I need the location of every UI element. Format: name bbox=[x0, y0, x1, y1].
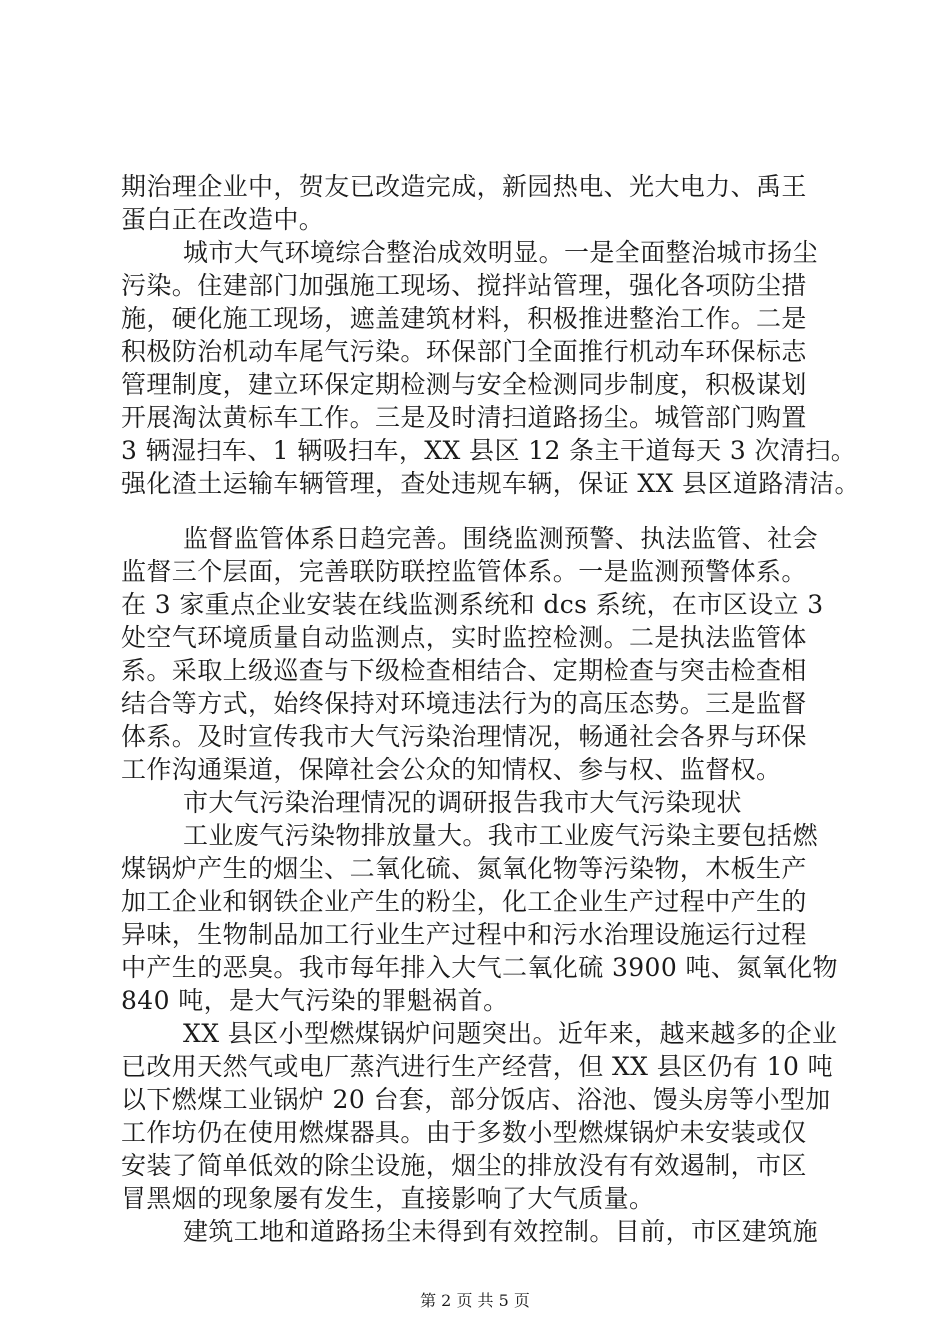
text-line: 积极防治机动车尾气污染。环保部门全面推行机动车环保标志 bbox=[121, 337, 807, 366]
text-line: 840 吨，是大气污染的罪魁祸首。 bbox=[121, 986, 509, 1015]
text-line: 以下燃煤工业锅炉 20 台套，部分饭店、浴池、馒头房等小型加 bbox=[121, 1085, 831, 1114]
text-line: 煤锅炉产生的烟尘、二氧化硫、氮氧化物等污染物，木板生产 bbox=[121, 854, 807, 883]
text-line: 工业废气污染物排放量大。我市工业废气污染主要包括燃 bbox=[183, 821, 819, 850]
paragraph bbox=[121, 786, 839, 819]
text-line: 工作坊仍在使用燃煤器具。由于多数小型燃煤锅炉未安装或仅 bbox=[121, 1118, 807, 1147]
text-line: 体系。及时宣传我市大气污染治理情况，畅通社会各界与环保 bbox=[121, 722, 807, 751]
text-line: XX 县区小型燃煤锅炉问题突出。近年来，越来越多的企业 bbox=[183, 1019, 838, 1048]
paragraph bbox=[121, 170, 839, 236]
paragraph bbox=[121, 1215, 839, 1248]
text-line: 中产生的恶臭。我市每年排入大气二氧化硫 3900 吨、氮氧化物 bbox=[121, 953, 838, 982]
text-line: 施，硬化施工现场，遮盖建筑材料，积极推进整治工作。二是 bbox=[121, 304, 807, 333]
text-line: 在 3 家重点企业安装在线监测系统和 dcs 系统，在市区设立 3 bbox=[121, 590, 824, 619]
text-line: 市大气污染治理情况的调研报告我市大气污染现状 bbox=[183, 788, 742, 817]
text-line: 工作沟通渠道，保障社会公众的知情权、参与权、监督权。 bbox=[121, 755, 782, 784]
text-line: 城市大气环境综合整治成效明显。一是全面整治城市扬尘 bbox=[183, 238, 819, 267]
page-footer: 第 2 页 共 5 页 bbox=[420, 1291, 530, 1310]
text-line: 监督监管体系日趋完善。围绕监测预警、执法监管、社会 bbox=[183, 524, 819, 553]
text-line: 管理制度，建立环保定期检测与安全检测同步制度，积极谋划 bbox=[121, 370, 807, 399]
paragraph bbox=[121, 819, 839, 1017]
text-line: 蛋白正在改造中。 bbox=[121, 205, 325, 234]
paragraph-gap bbox=[121, 500, 839, 522]
text-line: 冒黑烟的现象屡有发生，直接影响了大气质量。 bbox=[121, 1184, 655, 1213]
text-line: 强化渣土运输车辆管理，查处违规车辆，保证 XX 县区道路清洁。 bbox=[121, 469, 860, 498]
text-line: 污染。住建部门加强施工现场、搅拌站管理，强化各项防尘措 bbox=[121, 271, 807, 300]
paragraph bbox=[121, 522, 839, 786]
text-line: 开展淘汰黄标车工作。三是及时清扫道路扬尘。城管部门购置 bbox=[121, 403, 807, 432]
paragraph bbox=[121, 1017, 839, 1215]
text-line: 安装了简单低效的除尘设施，烟尘的排放没有有效遏制，市区 bbox=[121, 1151, 807, 1180]
text-line: 建筑工地和道路扬尘未得到有效控制。目前，市区建筑施 bbox=[183, 1217, 819, 1246]
text-line: 处空气环境质量自动监测点，实时监控检测。二是执法监管体 bbox=[121, 623, 807, 652]
text-line: 已改用天然气或电厂蒸汽进行生产经营，但 XX 县区仍有 10 吨 bbox=[121, 1052, 833, 1081]
text-line: 系。采取上级巡查与下级检查相结合、定期检查与突击检查相 bbox=[121, 656, 807, 685]
paragraph bbox=[121, 236, 860, 500]
text-line: 异味，生物制品加工行业生产过程中和污水治理设施运行过程 bbox=[121, 920, 807, 949]
text-line: 加工企业和钢铁企业产生的粉尘，化工企业生产过程中产生的 bbox=[121, 887, 807, 916]
text-line: 结合等方式，始终保持对环境违法行为的高压态势。三是监督 bbox=[121, 689, 807, 718]
text-line: 3 辆湿扫车、1 辆吸扫车，XX 县区 12 条主干道每天 3 次清扫。 bbox=[121, 436, 857, 465]
document-body bbox=[121, 170, 860, 1248]
text-line: 监督三个层面，完善联防联控监管体系。一是监测预警体系。 bbox=[121, 557, 807, 586]
text-line: 期治理企业中，贺友已改造完成，新园热电、光大电力、禹王 bbox=[121, 172, 807, 201]
